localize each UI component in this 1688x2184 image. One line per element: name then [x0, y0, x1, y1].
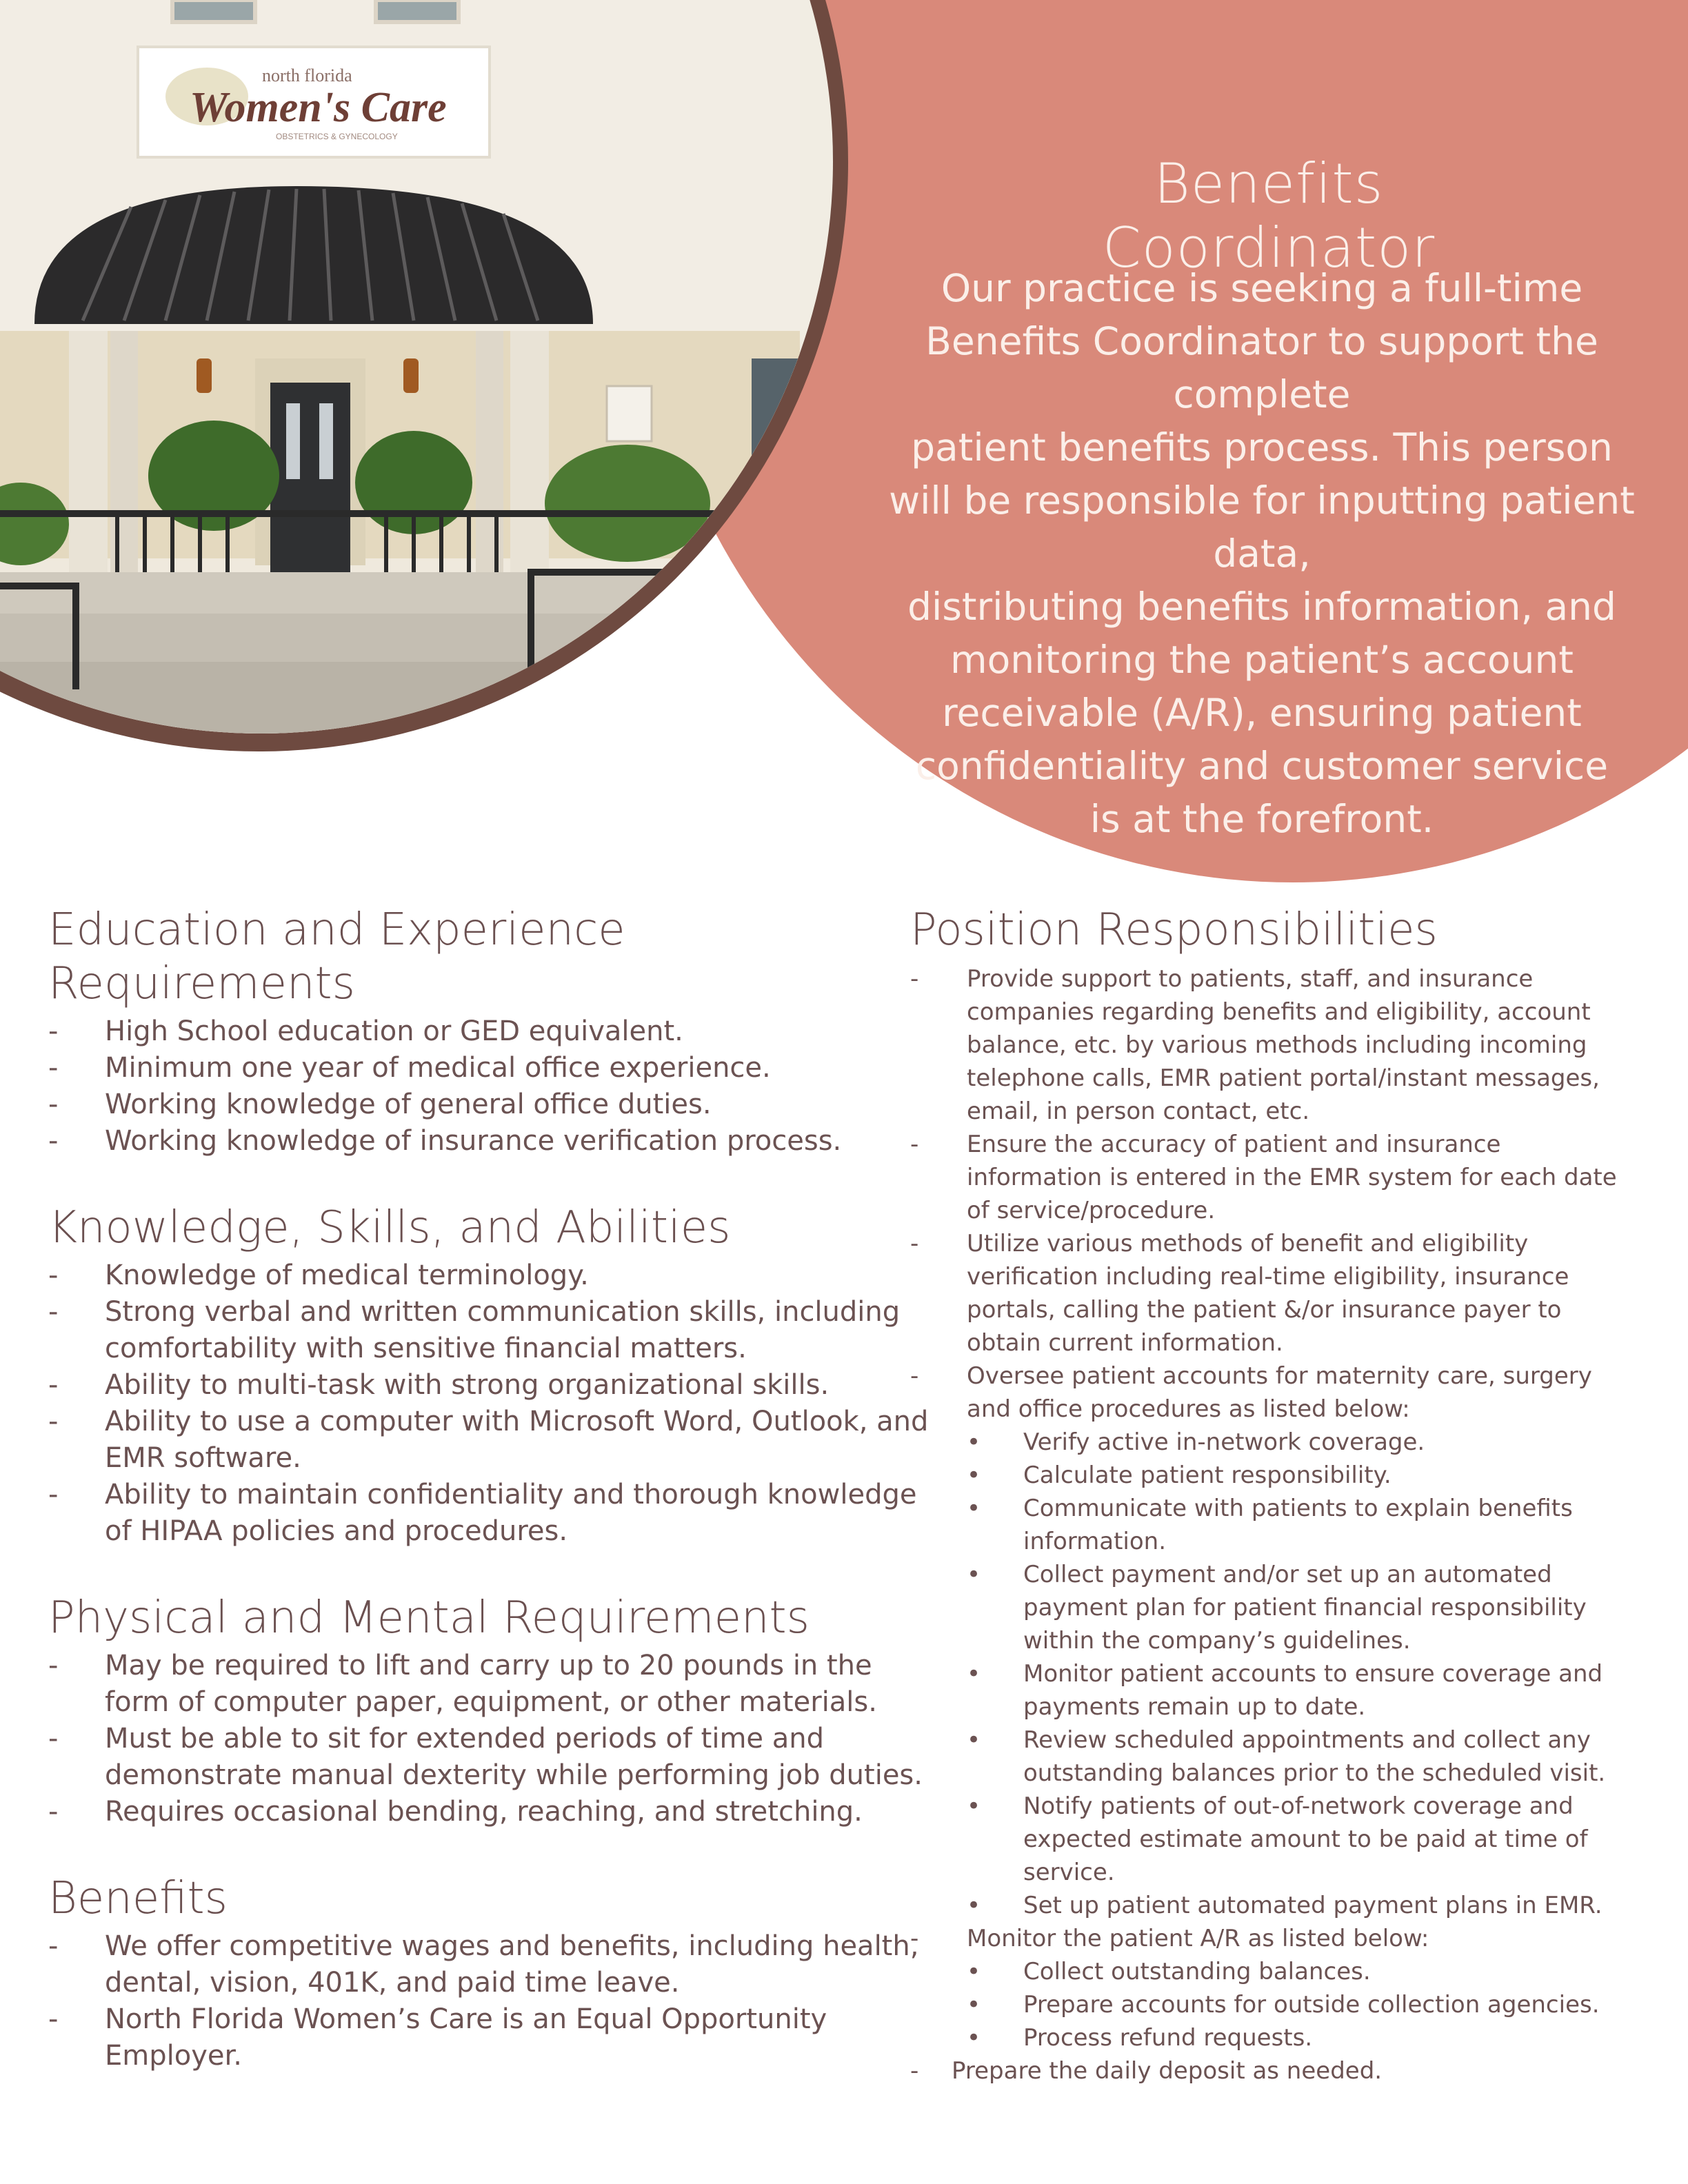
- list-item: - Working knowledge of general office duties.: [48, 1086, 931, 1123]
- sub-list-item: • Prepare accounts for outside collection agencies.: [967, 1988, 1641, 2021]
- list-item: [910, 1922, 1641, 2054]
- office-building-illustration: [0, 0, 800, 734]
- responsibilities-heading: Position Responsibilities: [910, 904, 1438, 956]
- benefits-heading: Benefits: [48, 1873, 228, 1924]
- list-item: - Ensure the accuracy of patient and insurance information is entered in the EMR system for each date of service/procedure.: [910, 1128, 1641, 1227]
- sub-list-item: • Verify active in-network coverage.: [967, 1426, 1641, 1459]
- skills-section: [48, 1201, 931, 1550]
- education-list: [48, 1013, 931, 1160]
- sub-list-item: • Process refund requests.: [967, 2021, 1641, 2054]
- list-item-text: Oversee patient accounts for maternity care, surgery and office procedures as listed below:: [967, 1362, 1592, 1423]
- sub-list-item: • Set up patient automated payment plans in EMR.: [967, 1889, 1641, 1922]
- list-item: - Knowledge of medical terminology.: [48, 1257, 931, 1294]
- list-item: - Working knowledge of insurance verification process.: [48, 1123, 931, 1160]
- responsibilities-list: [910, 962, 1641, 2087]
- left-column: [48, 903, 931, 2116]
- benefits-list: [48, 1928, 931, 2074]
- physical-heading: Physical and Mental Requirements: [48, 1593, 810, 1644]
- skills-heading: Knowledge, Skills, and Abilities: [48, 1202, 731, 1253]
- sign-text-2: Women's Care: [190, 84, 447, 131]
- list-item: - Minimum one year of medical office experience.: [48, 1050, 931, 1086]
- education-heading: Education and Experience Requirements: [48, 904, 625, 1009]
- list-item: - Strong verbal and written communication skills, including comfortability with sensitive financial matters.: [48, 1294, 931, 1367]
- list-item: - North Florida Women’s Care is an Equal Opportunity Employer.: [48, 2001, 931, 2074]
- monitor-sublist: [967, 1955, 1641, 2054]
- sub-list-item: • Notify patients of out-of-network coverage and expected estimate amount to be paid at time of service.: [967, 1790, 1641, 1889]
- sub-list-item: • Monitor patient accounts to ensure coverage and payments remain up to date.: [967, 1657, 1641, 1723]
- benefits-section: [48, 1872, 931, 2074]
- sub-list-item: • Communicate with patients to explain benefits information.: [967, 1492, 1641, 1558]
- sub-list-item: • Review scheduled appointments and collect any outstanding balances prior to the scheduled visit.: [967, 1723, 1641, 1790]
- skills-list: [48, 1257, 931, 1550]
- physical-section: [48, 1591, 931, 1830]
- office-photo: [0, 0, 833, 734]
- sub-list-item: • Collect payment and/or set up an automated payment plan for patient financial responsibility within the company’s guidelines.: [967, 1558, 1641, 1657]
- job-title: Benefits Coordinator: [1102, 152, 1436, 280]
- front-door: [270, 383, 350, 572]
- list-item: - Ability to multi-task with strong organizational skills.: [48, 1367, 931, 1404]
- list-item: - High School education or GED equivalent.: [48, 1013, 931, 1050]
- sign-text-1: north florida: [262, 65, 352, 85]
- list-item: - Ability to maintain confidentiality and thorough knowledge of HIPAA policies and procedures.: [48, 1477, 931, 1550]
- oversee-sublist: [967, 1426, 1641, 1922]
- sub-list-item: • Collect outstanding balances.: [967, 1955, 1641, 1988]
- list-item-text: Monitor the patient A/R as listed below:: [967, 1925, 1429, 1952]
- education-section: [48, 903, 931, 1160]
- sign-text-3: OBSTETRICS & GYNECOLOGY: [276, 132, 398, 141]
- list-item: - May be required to lift and carry up to 20 pounds in the form of computer paper, equipment, or other materials.: [48, 1648, 931, 1721]
- physical-list: [48, 1648, 931, 1830]
- list-item: - Must be able to sit for extended periods of time and demonstrate manual dexterity while performing job duties.: [48, 1721, 931, 1794]
- job-summary: Our practice is seeking a full-time Benefits Coordinator to support the complete patient benefits process. This person will be responsible for inputting patient data, distributing benefits information, and monitoring the patient’s account receivable (A/R), ensuring patient confidentiality and customer service is at the forefront.: [889, 266, 1635, 841]
- list-item: - Provide support to patients, staff, and insurance companies regarding benefits and eligibility, account balance, etc. by various methods including incoming telephone calls, EMR patient portal/instant messages, email, in person contact, etc.: [910, 962, 1641, 1128]
- list-item: - Prepare the daily deposit as needed.: [910, 2054, 1641, 2087]
- list-item: - Ability to use a computer with Microsoft Word, Outlook, and EMR software.: [48, 1404, 931, 1477]
- list-item: [910, 1359, 1641, 1922]
- right-column: [910, 903, 1641, 2087]
- sub-list-item: • Calculate patient responsibility.: [967, 1459, 1641, 1492]
- list-item: - Requires occasional bending, reaching, and stretching.: [48, 1794, 931, 1830]
- list-item: - Utilize various methods of benefit and eligibility verification including real-time eligibility, insurance portals, calling the patient &/or insurance payer to obtain current information.: [910, 1227, 1641, 1359]
- list-item: - We offer competitive wages and benefits, including health, dental, vision, 401K, and paid time leave.: [48, 1928, 931, 2001]
